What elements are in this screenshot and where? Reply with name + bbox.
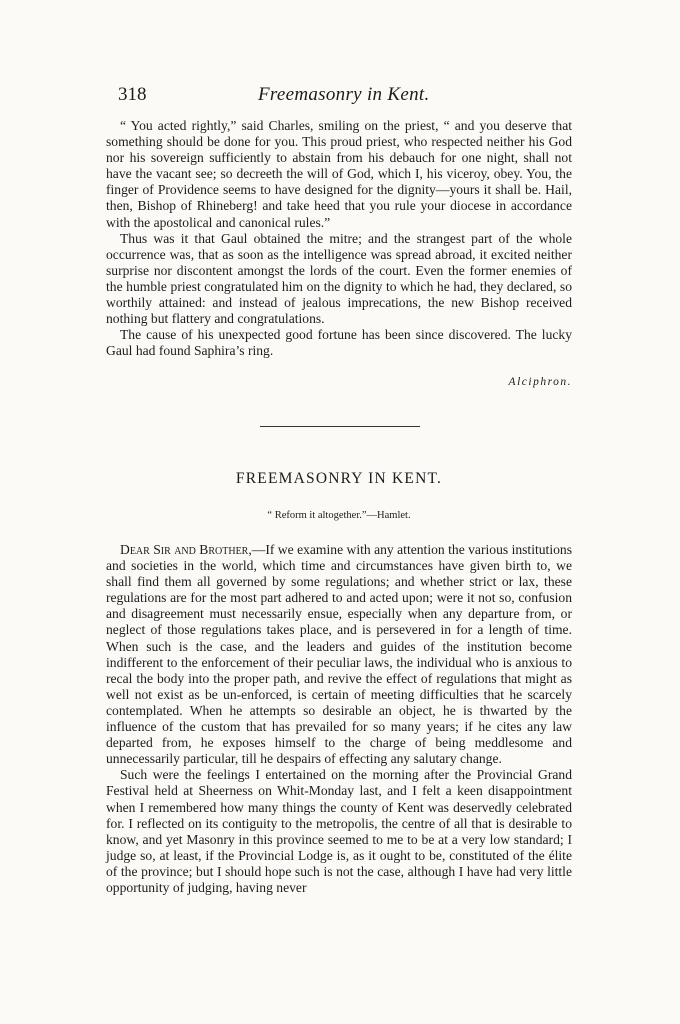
letter-paragraph (106, 542, 572, 767)
running-title: Freemasonry in Kent. (258, 84, 430, 105)
letter-salutation: Dear Sir and Brother, (120, 542, 252, 557)
story-paragraph: The cause of his unexpected good fortune has been since discovered. The lucky Gaul had found Saphira’s ring. (106, 327, 572, 359)
letter-body (106, 542, 572, 896)
letter-paragraph-text: —If we examine with any attention the various institutions and societies in the world, which time and circumstances have given birth to, we shall find them all governed by some regulations; and whether strict or lax, these regulations are for the most part adhered to and acted upon; were it not so, confusion and disagreement must necessarily ensue, especially when any departure from, or neglect of those regulations takes place, and is persevered in for a length of time. When such is the case, and the leaders and guides of the institution become indifferent to the enforcement of their peculiar laws, the individual who is anxious to recal the body into the proper path, and revive the effect of regulations that might as well not exist as be un-enforced, is certain of meeting difficulties that he scarcely contemplated. When he attempts so desirable an object, he is thwarted by the influence of the custom that has prevailed for so many years; if he cites any law departed from, he exposes himself to the charge of being meddlesome and unnecessarily particular, till he despairs of effecting any salutary change. (106, 542, 572, 767)
letter-paragraph: Such were the feelings I entertained on the morning after the Provincial Grand Festival held at Sheerness on Whit-Monday last, and I felt a keen disappointment when I remembered how many things the county of Kent was deservedly celebrated for. I reflected on its contiguity to the metropolis, the centre of all that is desirable to know, and yet Masonry in this province seemed to me to be at a very low standard; I judge so, at least, if the Provincial Lodge is, as it ought to be, constituted of the élite of the province; but I should hope such is not the case, although I have had very little opportunity of judging, having never (106, 767, 572, 895)
article-epigraph: “ Reform it altogether.”—Hamlet. (267, 510, 411, 521)
story-conclusion (106, 118, 572, 359)
story-paragraph: Thus was it that Gaul obtained the mitre; and the strangest part of the whole occurrence was, that as soon as the intelligence was spread abroad, it excited neither surprise nor discontent amongst the lords of the court. Even the former enemies of the humble priest congratulated him on the dignity to which he had, they declared, so worthily attained: and instead of jealous imprecations, the new Bishop received nothing but flattery and congratulations. (106, 230, 572, 327)
story-paragraph: “ You acted rightly,” said Charles, smiling on the priest, “ and you deserve that something should be done for you. This proud priest, who respected neither his God nor his sovereign sufficiently to abstain from his debauch for one night, shall not have the vacant see; so decreeth the will of God, which I, his viceroy, obey. You, the finger of Providence seems to have designed for the dignity—yours it shall be. Hail, then, Bishop of Rhineberg! and take heed that you rule your diocese in accordance with the apostolical and canonical rules.” (106, 118, 572, 230)
page-number: 318 (118, 84, 147, 105)
article-title: FREEMASONRY IN KENT. (235, 470, 443, 487)
section-divider (260, 426, 420, 427)
author-signature: Alciphron. (508, 376, 572, 388)
page-header (118, 84, 578, 108)
